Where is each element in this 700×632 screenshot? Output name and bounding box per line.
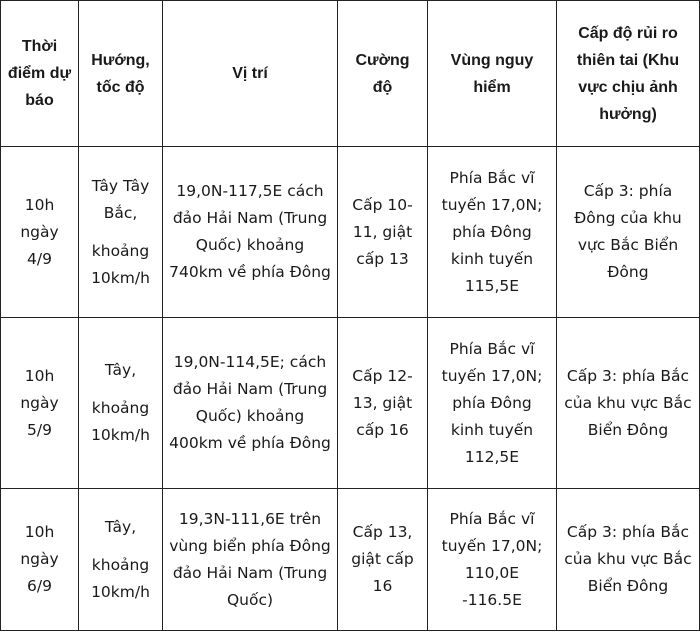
direction-text: Tây,: [104, 517, 137, 536]
cell-danger-zone: Phía Bắc vĩ tuyến 17,0N; phía Đông kinh tuyến 115,5E: [428, 147, 557, 318]
table-row: [1, 489, 700, 631]
cell-direction-speed: [79, 147, 163, 318]
header-danger-zone: Vùng nguy hiểm: [428, 1, 557, 147]
cell-position: 19,0N-114,5E; cách đảo Hải Nam (Trung Quốc) khoảng 400km về phía Đông: [163, 318, 338, 489]
cell-direction-speed: [79, 318, 163, 489]
table-row: [1, 147, 700, 318]
table-header-row: [1, 1, 700, 147]
cell-intensity: Cấp 10-11, giật cấp 13: [338, 147, 428, 318]
cell-intensity: Cấp 12-13, giật cấp 16: [338, 318, 428, 489]
cell-forecast-time: 10h ngày 6/9: [1, 489, 79, 631]
speed-text: khoảng 10km/h: [91, 399, 150, 444]
cell-direction-speed: [79, 489, 163, 631]
direction-text: Tây Tây Bắc,: [91, 176, 150, 222]
direction-text: Tây,: [104, 361, 137, 379]
cell-danger-zone: Phía Bắc vĩ tuyến 17,0N; phía Đông kinh tuyến 112,5E: [428, 318, 557, 489]
header-intensity: Cường độ: [338, 1, 428, 147]
header-position: Vị trí: [163, 1, 338, 147]
header-forecast-time: Thời điểm dự báo: [1, 1, 79, 147]
speed-text: khoảng 10km/h: [91, 555, 150, 601]
cell-position: 19,3N-111,6E trên vùng biển phía Đông đảo Hải Nam (Trung Quốc): [163, 489, 338, 631]
cell-risk-level: Cấp 3: phía Đông của khu vực Bắc Biển Đông: [557, 147, 700, 318]
cell-forecast-time: 10h ngày 4/9: [1, 147, 79, 318]
cell-intensity: Cấp 13, giật cấp 16: [338, 489, 428, 631]
cell-risk-level: Cấp 3: phía Bắc của khu vực Bắc Biển Đông: [557, 489, 700, 631]
cell-danger-zone: Phía Bắc vĩ tuyến 17,0N; 110,0E -116.5E: [428, 489, 557, 631]
header-risk-level: Cấp độ rủi ro thiên tai (Khu vực chịu ảnh hưởng): [557, 1, 700, 147]
header-direction-speed: Hướng, tốc độ: [79, 1, 163, 147]
table-row: [1, 318, 700, 489]
cell-forecast-time: 10h ngày 5/9: [1, 318, 79, 489]
speed-text: khoảng 10km/h: [91, 241, 150, 287]
cell-risk-level: Cấp 3: phía Bắc của khu vực Bắc Biển Đông: [557, 318, 700, 489]
cell-position: 19,0N-117,5E cách đảo Hải Nam (Trung Quốc) khoảng 740km về phía Đông: [163, 147, 338, 318]
